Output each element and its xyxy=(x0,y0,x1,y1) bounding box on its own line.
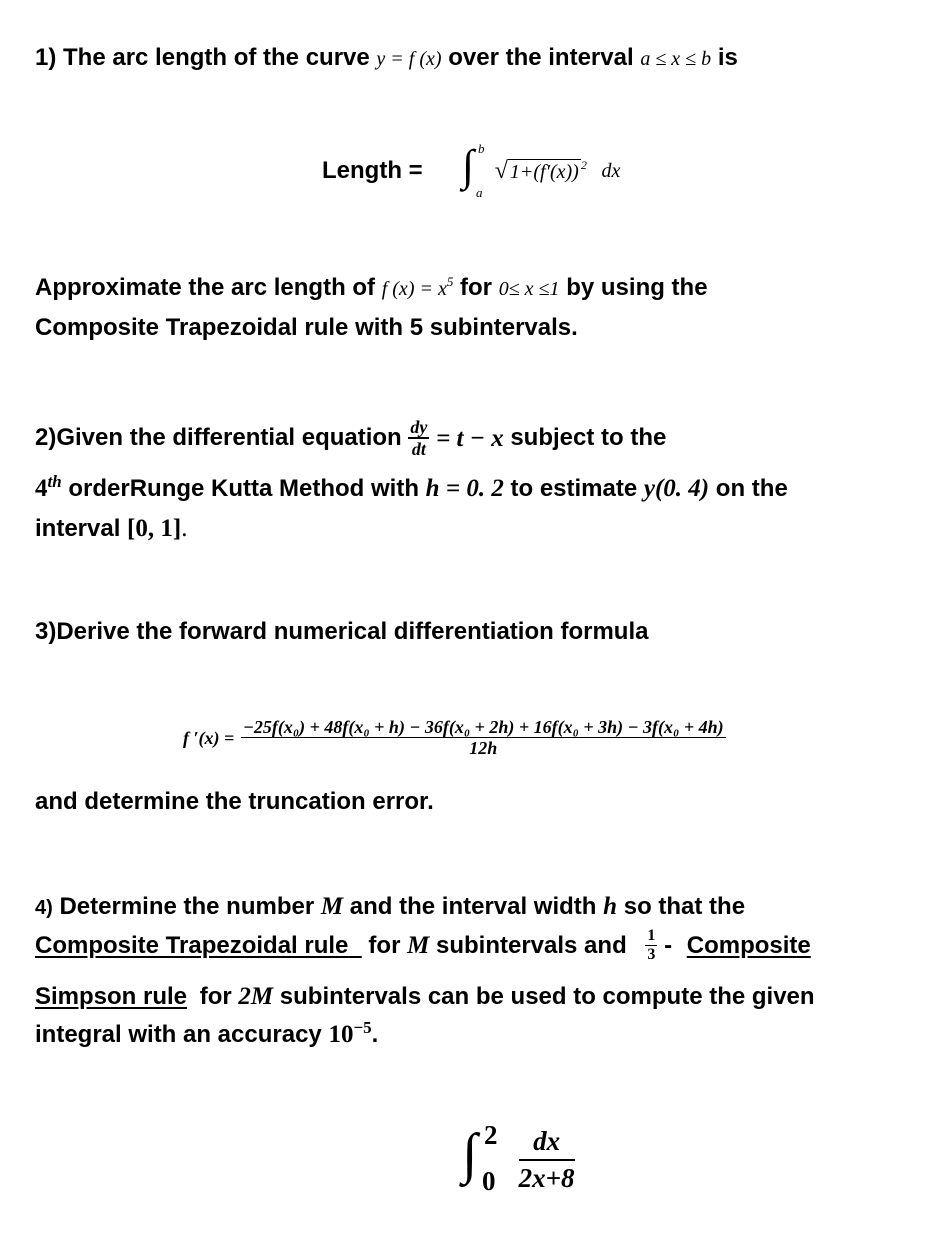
q4-for-a: for xyxy=(368,931,401,959)
q1-approx-line1 xyxy=(35,276,708,300)
accuracy-exponent: −5 xyxy=(353,1018,372,1037)
q4-line4 xyxy=(35,1018,379,1048)
order-number: 4 xyxy=(35,475,48,502)
q1-lead: The arc length of the curve xyxy=(63,44,370,71)
q1-statement xyxy=(35,46,738,70)
integrand-power: 2 xyxy=(580,158,587,172)
integral-upper: 2 xyxy=(484,1120,498,1150)
q4-number: 4) xyxy=(35,897,53,919)
function: f (x) = x xyxy=(381,278,447,300)
integrand: 1+(f′(x)) xyxy=(509,161,579,183)
q4-text-b: and the interval width xyxy=(349,893,597,920)
q2-line2 xyxy=(35,472,788,502)
q1-interval: a ≤ x ≤ b xyxy=(640,48,712,70)
ode-rhs: = t − x xyxy=(436,424,504,452)
target-value: y(0. 4) xyxy=(643,475,710,502)
trapezoidal-rule-text: Composite Trapezoidal rule xyxy=(35,931,349,959)
for-word: for xyxy=(460,274,493,301)
forward-difference-formula xyxy=(183,718,726,770)
interval-value: [0, 1] xyxy=(127,515,182,542)
estimate-text: to estimate xyxy=(510,475,638,502)
dy-dt-fraction xyxy=(408,418,429,458)
formula-fraction xyxy=(241,718,726,757)
upper-limit: b xyxy=(478,141,485,156)
approx-text-a: Approximate the arc length of xyxy=(35,274,376,301)
q2-line1 xyxy=(35,418,666,464)
one-third-den: 3 xyxy=(647,946,656,963)
q4-text-f: integral with an accuracy xyxy=(35,1021,322,1048)
arc-length-formula xyxy=(322,141,621,200)
order-superscript: th xyxy=(47,472,62,491)
integrand-den: 2x+8 xyxy=(518,1163,575,1193)
lower-limit: a xyxy=(476,185,483,200)
M-symbol-2: M xyxy=(407,932,430,959)
q2-lead: 2)Given the differential equation xyxy=(35,424,402,451)
on-the-text: on the xyxy=(715,475,788,502)
formula-denominator: 12h xyxy=(469,738,498,758)
q4-text-a: Determine the number xyxy=(59,893,315,920)
differential: dx xyxy=(601,160,621,182)
q4-period: . xyxy=(371,1021,379,1048)
two-M: 2M xyxy=(238,983,274,1010)
derivative-lhs: f ′(x) = xyxy=(183,727,235,748)
sqrt-expression: √ 1+(f′(x)) $^2$ xyxy=(494,158,587,184)
q1-approx-line2: Composite Trapezoidal rule with 5 subintervals. xyxy=(35,314,578,341)
one-third-fraction xyxy=(645,928,657,963)
q1-tail: is xyxy=(717,44,738,71)
dt: dt xyxy=(411,439,426,459)
range: 0≤ x ≤1 xyxy=(498,278,560,300)
q2-line3 xyxy=(35,516,187,541)
integral-lower: 0 xyxy=(482,1166,496,1196)
integral-sign: ∫ b a xyxy=(462,141,485,200)
M-symbol: M xyxy=(320,893,344,920)
simpson-rule-text: Simpson rule xyxy=(35,983,188,1010)
function-exponent: 5 xyxy=(446,274,454,289)
composite-text: Composite xyxy=(686,931,811,959)
accuracy-base: 10 xyxy=(328,1021,354,1048)
q1-mid: over the interval xyxy=(448,44,634,71)
q4-for-b: for xyxy=(199,983,232,1010)
definite-integral xyxy=(462,1120,575,1204)
h-symbol: h xyxy=(603,893,618,920)
q4-line1 xyxy=(35,894,745,919)
length-label: Length = xyxy=(322,157,423,184)
q4-text-e: subintervals can be used to compute the given xyxy=(279,983,815,1010)
integrand-fraction xyxy=(519,1128,575,1192)
step-size: h = 0. 2 xyxy=(425,475,504,502)
one-third-num: 1 xyxy=(647,927,656,944)
q1-curve: y = f (x) xyxy=(376,48,442,70)
q2-tail: subject to the xyxy=(510,424,667,451)
q2-period: . xyxy=(181,515,188,542)
q4-text-c: so that the xyxy=(623,893,746,920)
q1-number: 1) xyxy=(35,44,57,71)
method-text: orderRunge Kutta Method with xyxy=(68,475,419,502)
approx-text-b: by using the xyxy=(566,274,708,301)
integrand-num: dx xyxy=(519,1128,575,1161)
formula-numerator: −25f(x₀) + 48f(x₀ + h) − 36f(x₀ + 2h) + 16f(x₀ + 3h) − 3f(x₀ + 4h) xyxy=(242,717,724,737)
q3-tail: and determine the truncation error. xyxy=(35,788,434,815)
q4-text-d: subintervals and xyxy=(436,931,627,959)
dy: dy xyxy=(410,417,428,437)
q3-lead: 3)Derive the forward numerical differentiation formula xyxy=(35,618,649,645)
interval-word: interval xyxy=(35,515,121,542)
integral-sign-2: ∫ 2 0 xyxy=(462,1120,498,1196)
q4-line2 xyxy=(35,928,811,970)
dash: - xyxy=(664,931,673,959)
q4-line3 xyxy=(35,984,815,1009)
